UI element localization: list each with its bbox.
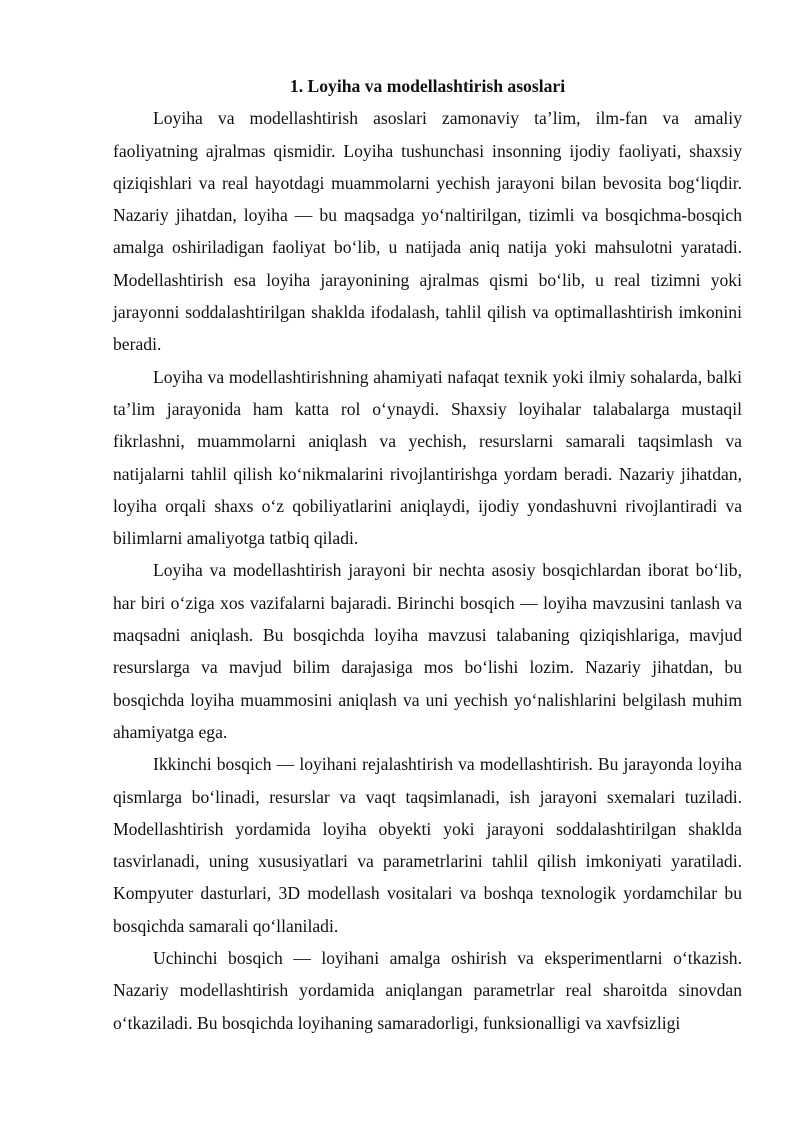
paragraph-3: Loyiha va modellashtirish jarayoni bir nechta asosiy bosqichlardan iborat bo‘lib, har biri o‘ziga xos vazifalarni bajaradi. Birinchi bosqich — loyiha mavzusini tanlash va maqsadni aniqlash. Bu bosqichda loyiha mavzusi talabaning qiziqishlariga, mavjud resurslarga va mavjud bilim darajasiga mos bo‘lishi lozim. Nazariy jihatdan, bu bosqichda loyiha muammosini aniqlash va uni yechish yo‘nalishlarini belgilash muhim ahamiyatga ega. <box>113 560 742 742</box>
section-title: 1. Loyiha va modellashtirish asoslari <box>289 76 566 96</box>
paragraph-5: Uchinchi bosqich — loyihani amalga oshirish va eksperimentlarni o‘tkazish. Nazariy modellashtirish yordamida aniqlangan parametrlar real sharoitda sinovdan o‘tkaziladi. Bu bosqichda loyihaning samaradorligi, funksionalligi va xavfsizligi <box>113 948 742 1033</box>
paragraph-2: Loyiha va modellashtirishning ahamiyati nafaqat texnik yoki ilmiy sohalarda, balki ta’lim jarayonida ham katta rol o‘ynaydi. Shaxsiy loyihalar talabalarga mustaqil fikrlashni, muammolarni aniqlash va yechish, resurslarni samarali taqsimlash va natijalarni tahlil qilish ko‘nikmalarini rivojlantirishga yordam beradi. Nazariy jihatdan, loyiha orqali shaxs o‘z qobiliyatlarini aniqlaydi, ijodiy yondashuvni rivojlantiradi va bilimlarni amaliyotga tatbiq qiladi. <box>113 366 742 549</box>
paragraph-4: Ikkinchi bosqich — loyihani rejalashtirish va modellashtirish. Bu jarayonda loyiha qismlarga bo‘linadi, resurslar va vaqt taqsimlanadi, ish jarayoni sxemalari tuziladi. Modellashtirish yordamida loyiha obyekti yoki jarayoni soddalashtirilgan shaklda tasvirlanadi, uning xususiyatlari va parametrlarini tahlil qilish imkoniyati yaratiladi. Kompyuter dasturlari, 3D modellash vositalari va boshqa texnologik yordamchilar bu bosqichda samarali qo‘llaniladi. <box>113 754 742 936</box>
paragraph-1: Loyiha va modellashtirish asoslari zamonaviy ta’lim, ilm-fan va amaliy faoliyatning ajralmas qismidir. Loyiha tushunchasi insonning ijodiy faoliyati, shaxsiy qiziqishlari va real hayotdagi muammolarni yechish jarayoni bilan bevosita bog‘liqdir. Nazariy jihatdan, loyiha — bu maqsadga yo‘naltirilgan, tizimli va bosqichma-bosqich amalga oshiriladigan faoliyat bo‘lib, u natijada aniq natija yoki mahsulotni yaratadi. Modellashtirish esa loyiha jarayonining ajralmas qismi bo‘lib, u real tizimni yoki jarayonni soddalashtirilgan shaklda ifodalash, tahlil qilish va optimallashtirish imkonini beradi. <box>113 108 742 355</box>
document-body <box>113 70 742 1039</box>
